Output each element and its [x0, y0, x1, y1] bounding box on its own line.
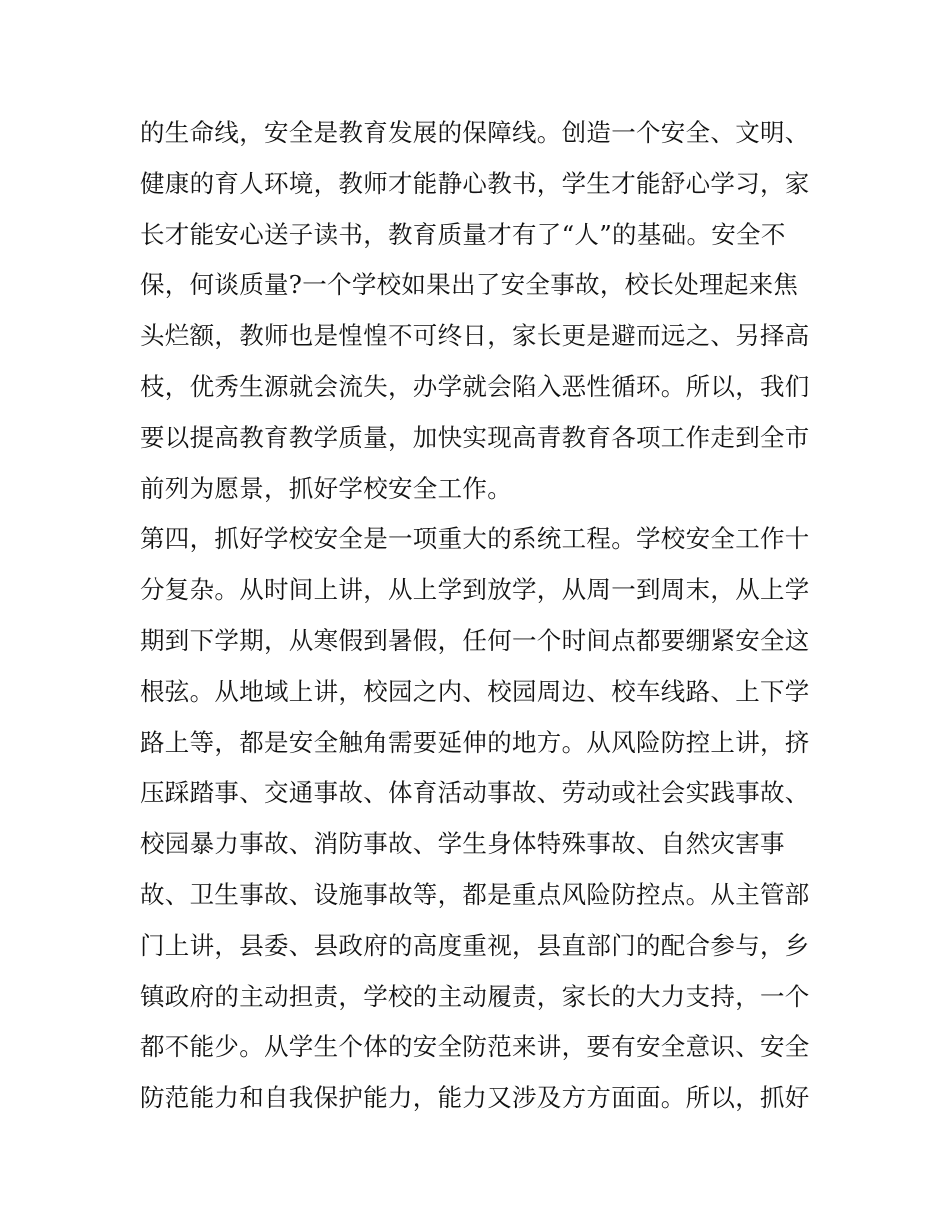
text-line: 都不能少。从学生个体的安全防范来讲，要有安全意识、安全	[140, 1032, 810, 1062]
text-line: 保，何谈质量?一个学校如果出了安全事故，校长处理起来焦	[140, 270, 799, 300]
text-line: 防范能力和自我保护能力，能力又涉及方方面面。所以，抓好	[140, 1083, 810, 1113]
text-line: 要以提高教育教学质量，加快实现高青教育各项工作走到全市	[140, 422, 810, 452]
text-line: 根弦。从地域上讲，校园之内、校园周边、校车线路、上下学	[140, 676, 810, 706]
text-line: 门上讲，县委、县政府的高度重视，县直部门的配合参与，乡	[140, 930, 810, 960]
text-line: 期到下学期，从寒假到暑假，任何一个时间点都要绷紧安全这	[140, 625, 810, 655]
text-line: 分复杂。从时间上讲，从上学到放学，从周一到周末，从上学	[140, 575, 810, 605]
text-line: 路上等，都是安全触角需要延伸的地方。从风险防控上讲，挤	[140, 727, 810, 757]
text-line: 健康的育人环境，教师才能静心教书，学生才能舒心学习，家	[140, 168, 810, 198]
text-line: 前列为愿景，抓好学校安全工作。	[140, 473, 512, 503]
text-line: 故、卫生事故、设施事故等，都是重点风险防控点。从主管部	[140, 879, 810, 909]
text-line: 第四，抓好学校安全是一项重大的系统工程。学校安全工作十	[140, 524, 810, 554]
text-line: 长才能安心送子读书，教育质量才有了“人”的基础。安全不	[140, 219, 786, 249]
text-line: 枝，优秀生源就会流失，办学就会陷入恶性循环。所以，我们	[140, 371, 810, 401]
text-line: 的生命线，安全是教育发展的保障线。创造一个安全、文明、	[140, 118, 810, 147]
text-line: 校园暴力事故、消防事故、学生身体特殊事故、自然灾害事	[140, 829, 785, 859]
text-line: 头烂额，教师也是惶惶不可终日，家长更是避而远之、另择高	[140, 321, 810, 351]
body-text	[140, 108, 820, 1124]
text-line: 镇政府的主动担责，学校的主动履责，家长的大力支持，一个	[140, 981, 810, 1011]
text-line: 压踩踏事、交通事故、体育活动事故、劳动或社会实践事故、	[140, 778, 810, 808]
